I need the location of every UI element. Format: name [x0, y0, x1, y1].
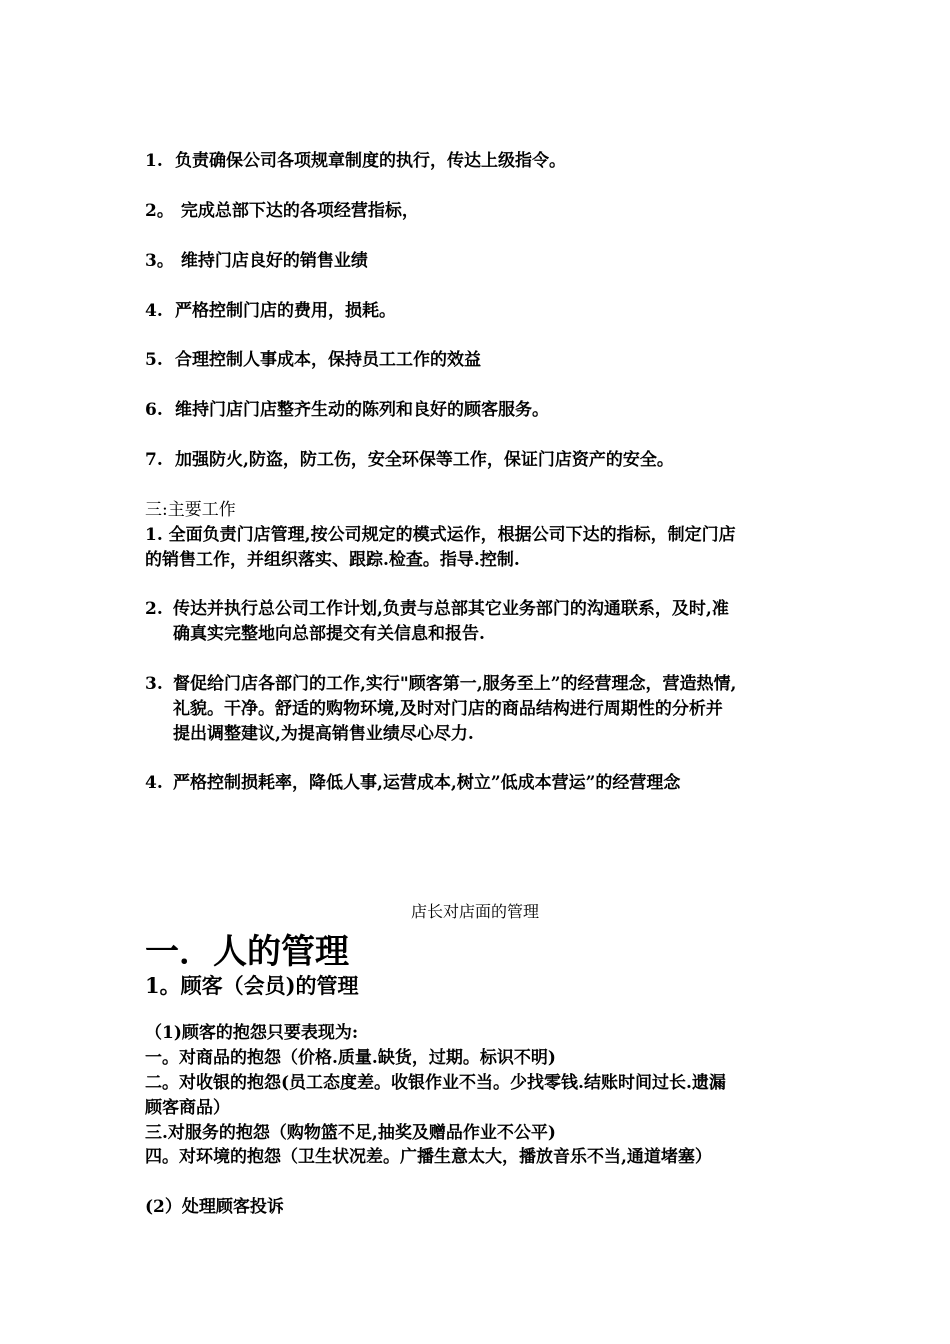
complaint-item-4: 四。对环境的抱怨（卫生状况差。广播生意太大，播放音乐不当,通道堵塞） [145, 1147, 712, 1167]
duty-number: 1. [145, 151, 163, 171]
duty-item-1 [145, 151, 566, 171]
item-number: 3. [145, 674, 163, 694]
duty-text: 完成总部下达的各项经营指标， [175, 201, 419, 221]
duty-item-4 [145, 301, 396, 321]
duty-item-5 [145, 350, 481, 370]
handle-complaint-heading: (2）处理顾客投诉 [145, 1197, 284, 1217]
item-number: 2. [145, 599, 163, 619]
duty-item-7 [145, 450, 674, 470]
heading-people-management: 一．人的管理 [145, 932, 349, 972]
duty-number: 6. [145, 400, 163, 420]
duty-item-3 [145, 251, 368, 271]
complaint-item-1: 一。对商品的抱怨（价格.质量.缺货，过期。标识不明) [145, 1048, 556, 1068]
complaint-item-2-line-2: 顾客商品） [145, 1098, 230, 1118]
item-text: 督促给门店各部门的工作,实行"顾客第一,服务至上”的经营理念，营造热情, [173, 674, 737, 694]
duty-item-6 [145, 400, 549, 420]
main-work-item-1-line-2: 的销售工作，并组织落实、跟踪.检查。指导.控制. [145, 550, 520, 570]
complaint-item-2-line-1: 二。对收银的抱怨(员工态度差。收银作业不当。少找零钱.结账时间过长.遗漏 [145, 1073, 726, 1093]
item-text: 严格控制损耗率，降低人事,运营成本,树立”低成本营运”的经营理念 [173, 773, 681, 793]
duty-number: 5. [145, 350, 163, 370]
duty-text: 加强防火,防盗，防工伤，安全环保等工作，保证门店资产的安全。 [175, 450, 674, 470]
main-work-item-3-line-3: 提出调整建议,为提高销售业绩尽心尽力. [173, 724, 474, 744]
main-work-item-3-line-1 [145, 674, 736, 694]
duty-text: 维持门店良好的销售业绩 [175, 251, 368, 271]
duty-number: 2。 [145, 201, 174, 221]
duty-text: 合理控制人事成本，保持员工工作的效益 [175, 350, 481, 370]
main-work-item-2-line-1 [145, 599, 729, 619]
duty-number: 4. [145, 301, 163, 321]
duty-item-2 [145, 201, 419, 221]
item-text: 传达并执行总公司工作计划,负责与总部其它业务部门的沟通联系，及时,准 [173, 599, 729, 619]
item-number: 4. [145, 773, 163, 793]
main-work-item-4 [145, 773, 680, 793]
complaint-item-3: 三.对服务的抱怨（购物篮不足,抽奖及赠品作业不公平) [145, 1123, 556, 1143]
main-work-heading: 三:主要工作 [145, 500, 236, 520]
section-title: 店长对店面的管理 [410, 902, 539, 921]
main-work-item-2-line-2: 确真实完整地向总部提交有关信息和报告. [173, 624, 485, 644]
complaint-heading: （1)顾客的抱怨只要表现为: [145, 1023, 359, 1043]
duty-number: 7. [145, 450, 163, 470]
duty-text: 严格控制门店的费用，损耗。 [175, 301, 396, 321]
duty-text: 维持门店门店整齐生动的陈列和良好的顾客服务。 [175, 400, 549, 420]
main-work-item-3-line-2: 礼貌。干净。舒适的购物环境,及时对门店的商品结构进行周期性的分析并 [173, 699, 723, 719]
duty-text: 负责确保公司各项规章制度的执行，传达上级指令。 [175, 151, 566, 171]
main-work-item-1-line-1: 1. 全面负责门店管理,按公司规定的模式运作，根据公司下达的指标，制定门店 [145, 525, 736, 545]
heading-customer-management: 1。顾客（会员)的管理 [145, 973, 359, 998]
duty-number: 3。 [145, 251, 174, 271]
